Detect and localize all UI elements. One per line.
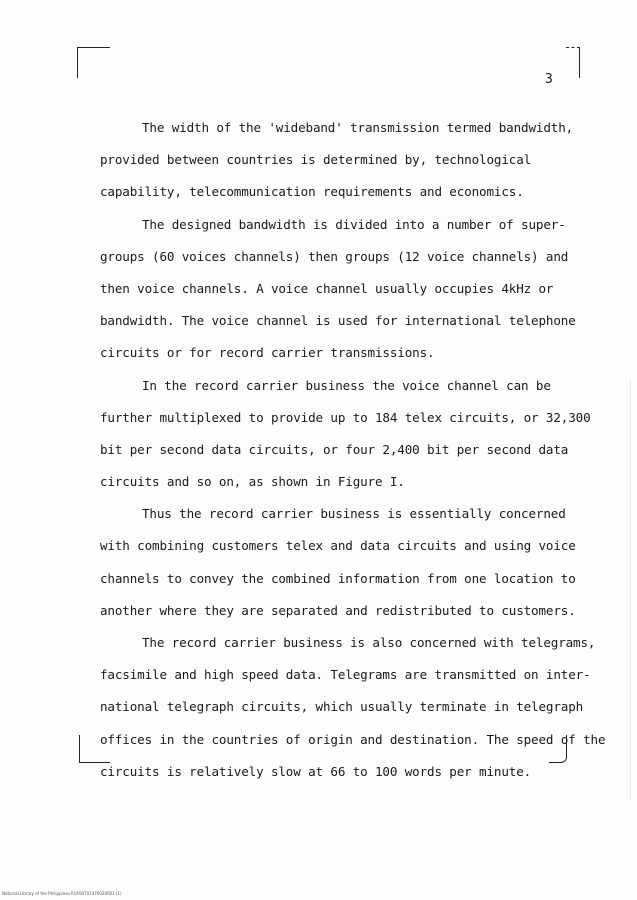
text-line: provided between countries is determined by, technological <box>100 152 532 168</box>
text-line: circuits or for record carrier transmissions. <box>100 345 435 361</box>
scan-artifact <box>630 380 633 800</box>
text-line: circuits and so on, as shown in Figure I. <box>100 474 405 490</box>
page-number: 3 <box>545 72 553 87</box>
text-line: Thus the record carrier business is essentially concerned <box>142 506 566 522</box>
text-line: offices in the countries of origin and destination. The speed of the <box>100 731 606 747</box>
scan-footer: National Library of the Philippines RUF00701470020FB1 (1) <box>2 891 122 896</box>
text-line: In the record carrier business the voice channel can be <box>142 377 551 393</box>
text-line: circuits is relatively slow at 66 to 100 words per minute. <box>100 763 532 779</box>
text-line: channels to convey the combined information from one location to <box>100 570 576 586</box>
text-line: The record carrier business is also concerned with telegrams, <box>142 635 596 650</box>
text-line: capability, telecommunication requirements and economics. <box>100 184 524 200</box>
text-line: with combining customers telex and data circuits and using voice <box>100 538 576 554</box>
crop-mark-top-left <box>77 47 110 78</box>
text-line: another where they are separated and redistributed to customers. <box>100 602 576 618</box>
text-line: national telegraph circuits, which usually terminate in telegraph <box>100 699 584 715</box>
text-line: groups (60 voices channels) then groups (12 voice channels) and <box>100 248 569 264</box>
text-line: bit per second data circuits, or four 2,400 bit per second data <box>100 441 569 457</box>
text-line: further multiplexed to provide up to 184 telex circuits, or 32,300 <box>100 409 591 425</box>
body-text <box>100 112 606 788</box>
text-line: bandwidth. The voice channel is used for international telephone <box>100 313 576 329</box>
crop-mark-top-right <box>566 47 580 78</box>
text-line: The width of the 'wideband' transmission termed bandwidth, <box>142 120 574 135</box>
text-line: facsimile and high speed data. Telegrams are transmitted on inter- <box>100 667 591 683</box>
text-line: then voice channels. A voice channel usually occupies 4kHz or <box>100 280 554 296</box>
text-line: The designed bandwidth is divided into a number of super- <box>142 216 566 232</box>
